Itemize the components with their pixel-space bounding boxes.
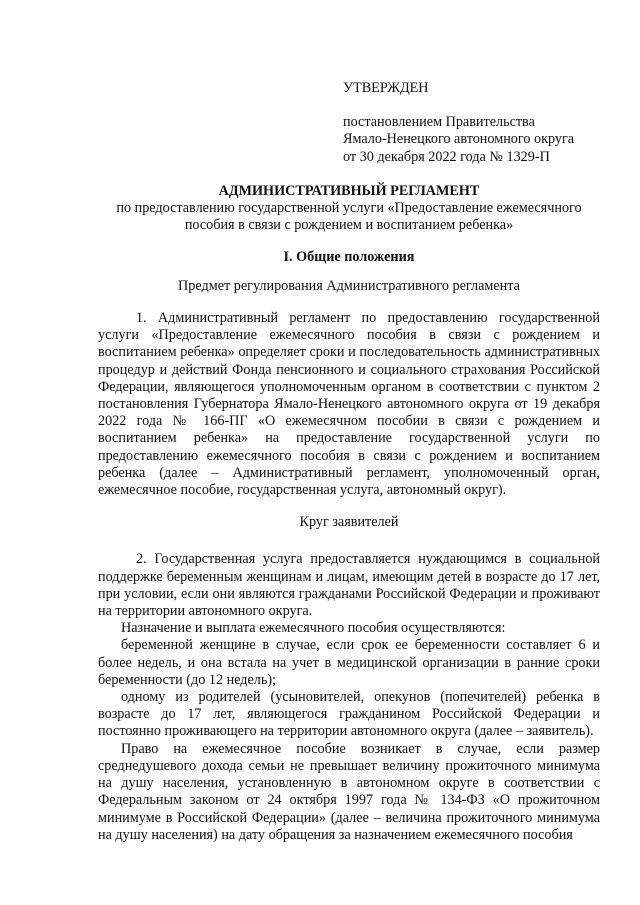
approval-line-2: Ямало-Ненецкого автономного округа — [343, 131, 575, 148]
section-heading: I. Общие положения — [283, 248, 415, 265]
document-subtitle-line-2: пособия в связи с рождением и воспитанием ребенка» — [184, 217, 514, 234]
paragraph-6: Право на ежемесячное пособие возникает в случае, если размер среднедушевого дохода семьи не превышает величину прожиточного минимума на душу населения, установленную в автономном округе в соответствии с Федеральным законом от 24 октября 1997 года № 134-ФЗ «О прожиточном минимуме в Российской Федерации» (далее – величина прожиточного минимума на душу населения) на дату обращения за назначением ежемесячного пособия — [98, 740, 600, 843]
document-body — [98, 183, 600, 844]
approval-line-1: постановлением Правительства — [343, 114, 535, 131]
subheading-applicants: Круг заявителей — [299, 514, 399, 531]
paragraph-1: 1. Административный регламент по предоставлению государственной услуги «Предоставление ежемесячного пособия в связи с рождением и воспитанием ребенка» определяет сроки и последовательность административных процедур и действий Фонда пенсионного и социального страхования Российской Федерации, являющегося уполномоченным органом в соответствии с пунктом 2 постановления Губернатора Ямало-Ненецкого автономного округа от 19 декабря 2022 года № 166-ПГ «О ежемесячном пособии в связи с рождением и воспитанием ребенка» на предоставление государственной услуги по предоставлению ежемесячного пособия в связи с рождением и воспитанием ребенка (далее – Административный регламент, уполномоченный орган, ежемесячное пособие, государственная услуга, автономный округ). — [98, 310, 600, 499]
document-title: АДМИНИСТРАТИВНЫЙ РЕГЛАМЕНТ — [218, 183, 480, 199]
approval-block — [343, 80, 574, 166]
paragraph-3: Назначение и выплата ежемесячного пособия осуществляются: — [121, 620, 506, 637]
approval-line-3: от 30 декабря 2022 года № 1329-П — [343, 148, 550, 165]
document-subtitle-line-1: по предоставлению государственной услуги «Предоставление ежемесячного — [116, 200, 582, 217]
paragraph-2: 2. Государственная услуга предоставляется нуждающимся в социальной поддержке беременным женщинам и лицам, имеющим детей в возрасте до 17 лет, при условии, если они являются гражданами Российской Федерации и проживают на территории автономного округа. — [98, 551, 600, 620]
approval-title: УТВЕРЖДЕН — [343, 80, 429, 96]
section-subheading: Предмет регулирования Административного регламента — [178, 277, 520, 294]
paragraph-5: одному из родителей (усыновителей, опекунов (попечителей) ребенка в возрасте до 17 лет, являющегося гражданином Российской Федерации и постоянно проживающего на территории автономного округа (далее – заявитель). — [98, 689, 600, 740]
paragraph-4: беременной женщине в случае, если срок ее беременности составляет 6 и более недель, и она встала на учет в медицинской организации в ранние сроки беременности (до 12 недель); — [98, 637, 600, 688]
